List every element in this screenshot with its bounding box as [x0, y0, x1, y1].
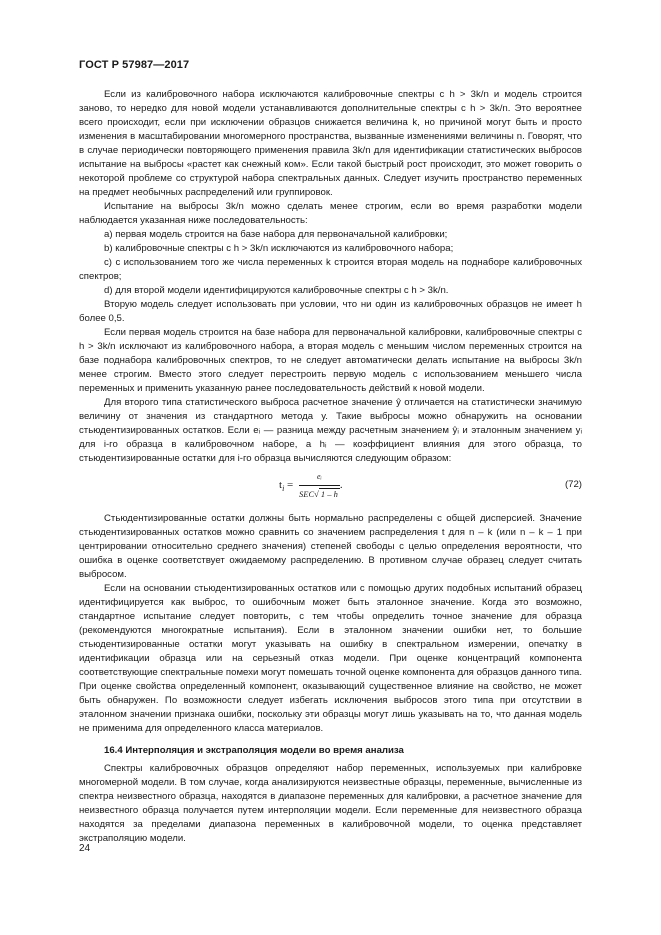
list-item: а) первая модель строится на базе набора для первоначальной калибровки; [104, 229, 448, 240]
formula-denominator-prefix: SEC [299, 489, 315, 499]
paragraph: Если на основании стьюдентизированных остатков или с помощью других подобных испытаний образец идентифицируется как выброс, то ошибочным может быть эталонное значение. Когда это возможно, стандартное испытание следует повторить, с тем чтобы определить точное значение для образца (рекомендуются многократные испытания). Если в эталонном значении ошибки нет, то большие стьюдентизированные остатки могут указывать на ошибку в спектральном измерении, опечатку в идентификации образца или на серьезный отказ модели. При оценке концентраций компонента соответствующие спектральные помехи могут помешать точной оценке компонента для образцов данного типа. При оценке свойства определенный компонент, оказывающий существенное влияние на свойство, не может быть обнаружен. По возможности следует избегать исключения выбросов этого типа при отсутствии в эталонном значении признака ошибки, поскольку эти образцы могут лишь указывать на то, что данная модель не применима для определенного класса материалов. [79, 583, 582, 734]
formula-sqrt-content: 1 – h [320, 489, 338, 499]
page-number: 24 [79, 843, 91, 854]
paragraph: Если первая модель строится на базе набора для первоначальной калибровки, калибровочные спектры с h > 3k/n исключают из калибровочного набора, а вторая модель с меньшим числом переменных строится на базе поднабора калибровочных спектров, то не следует автоматически делать испытание на выбросы 3k/n менее строгим. Вместо этого следует перестроить первую модель с использованием меньшего числа переменных и применить указанную ранее последовательность действий к новой модели. [79, 327, 582, 394]
list-item: b) калибровочные спектры с h > 3k/n исключаются из калибровочного набора; [104, 243, 454, 254]
list-item: d) для второй модели идентифицируются калибровочные спектры с h > 3k/n. [104, 285, 449, 296]
list-item: с) с использованием того же числа переменных k строится вторая модель на поднаборе калибровочных спектров; [79, 257, 582, 282]
formula-fraction [299, 470, 340, 501]
equation-number: (72) [564, 479, 582, 490]
paragraph: Если из калибровочного набора исключаются калибровочные спектры с h > 3k/n и модель строится заново, то нередко для новой модели устанавливаются дополнительные спектры с h > 3k/n. Это вероятнее всего происходит, если при исключении образцов снижается величина k, но причиной могут быть и просто изменения в масштабировании многомерного пространства, вызванные изменениями величины n. Говорят, что в случае периодически повторяющего применения правила 3k/n для идентификации статистических выбросов испытание на выбросы «растет как снежный ком». Если такой быстрый рост происходит, это может говорить о некоторой проблеме со структурой набора спектральных данных. Следует изучить пространство переменных на предмет необычных распределений или группировок. [79, 89, 582, 198]
equals-sign: = [287, 479, 297, 492]
formula-lhs-subscript: i [282, 484, 285, 494]
paragraph: Вторую модель следует использовать при условии, что ни один из калибровочных образцов не имеет h более 0,5. [79, 299, 582, 324]
formula-lhs: t [279, 479, 283, 492]
paragraph: Стьюдентизированные остатки должны быть нормально распределены с общей дисперсией. Значение стьюдентизированных остатков можно сравнить со значением распределения t для n – k (или n – k – 1 при центрировании относительно среднего значения) степеней свободы с целью определения вероятности, что ошибка в оценке соответствует ожидаемому распределению. В противном случае образец следует считать выбросом. [79, 513, 582, 580]
section-heading: 16.4 Интерполяция и экстраполяция модели во время анализа [104, 745, 404, 756]
paragraph: Испытание на выбросы 3k/n можно сделать менее строгим, если во время разработки модели наблюдается указанная ниже последовательность: [79, 201, 582, 226]
standard-header: ГОСТ Р 57987—2017 [79, 59, 190, 71]
formula-trailing: . [339, 479, 343, 492]
formula-expression [279, 470, 343, 501]
formula-numerator: eᵢ [317, 472, 322, 481]
formula-72 [79, 468, 582, 508]
paragraph: Для второго типа статистического выброса расчетное значение ŷ отличается на статистически значимую величину от значения из стандартного метода y. Такие выбросы можно обнаружить на основании стьюдентизированных остатков. Если eᵢ — разница между расчетным значением ŷᵢ и эталонным значением yᵢ для i-го образца в калибровочном наборе, а hᵢ — коэффициент влияния для этого образца, то стьюдентизированные остатки для i-го образца вычисляются следующим образом: [79, 397, 582, 464]
paragraph: Спектры калибровочных образцов определяют набор переменных, используемых при калибровке многомерной модели. В том случае, когда анализируются неизвестные образцы, переменные, вычисленные из спектра неизвестного образца, находятся в диапазоне переменных для калибровки, а расчетное значение для неизвестного образца получается путем интерполяции модели. Если переменные для неизвестного образца находятся за пределами диапазона переменных в калибровочной модели, то оценка представляет экстраполяцию модели. [79, 763, 582, 844]
sqrt-sign: √ [314, 489, 319, 499]
document-body [79, 88, 582, 846]
formula-denominator [299, 485, 340, 501]
